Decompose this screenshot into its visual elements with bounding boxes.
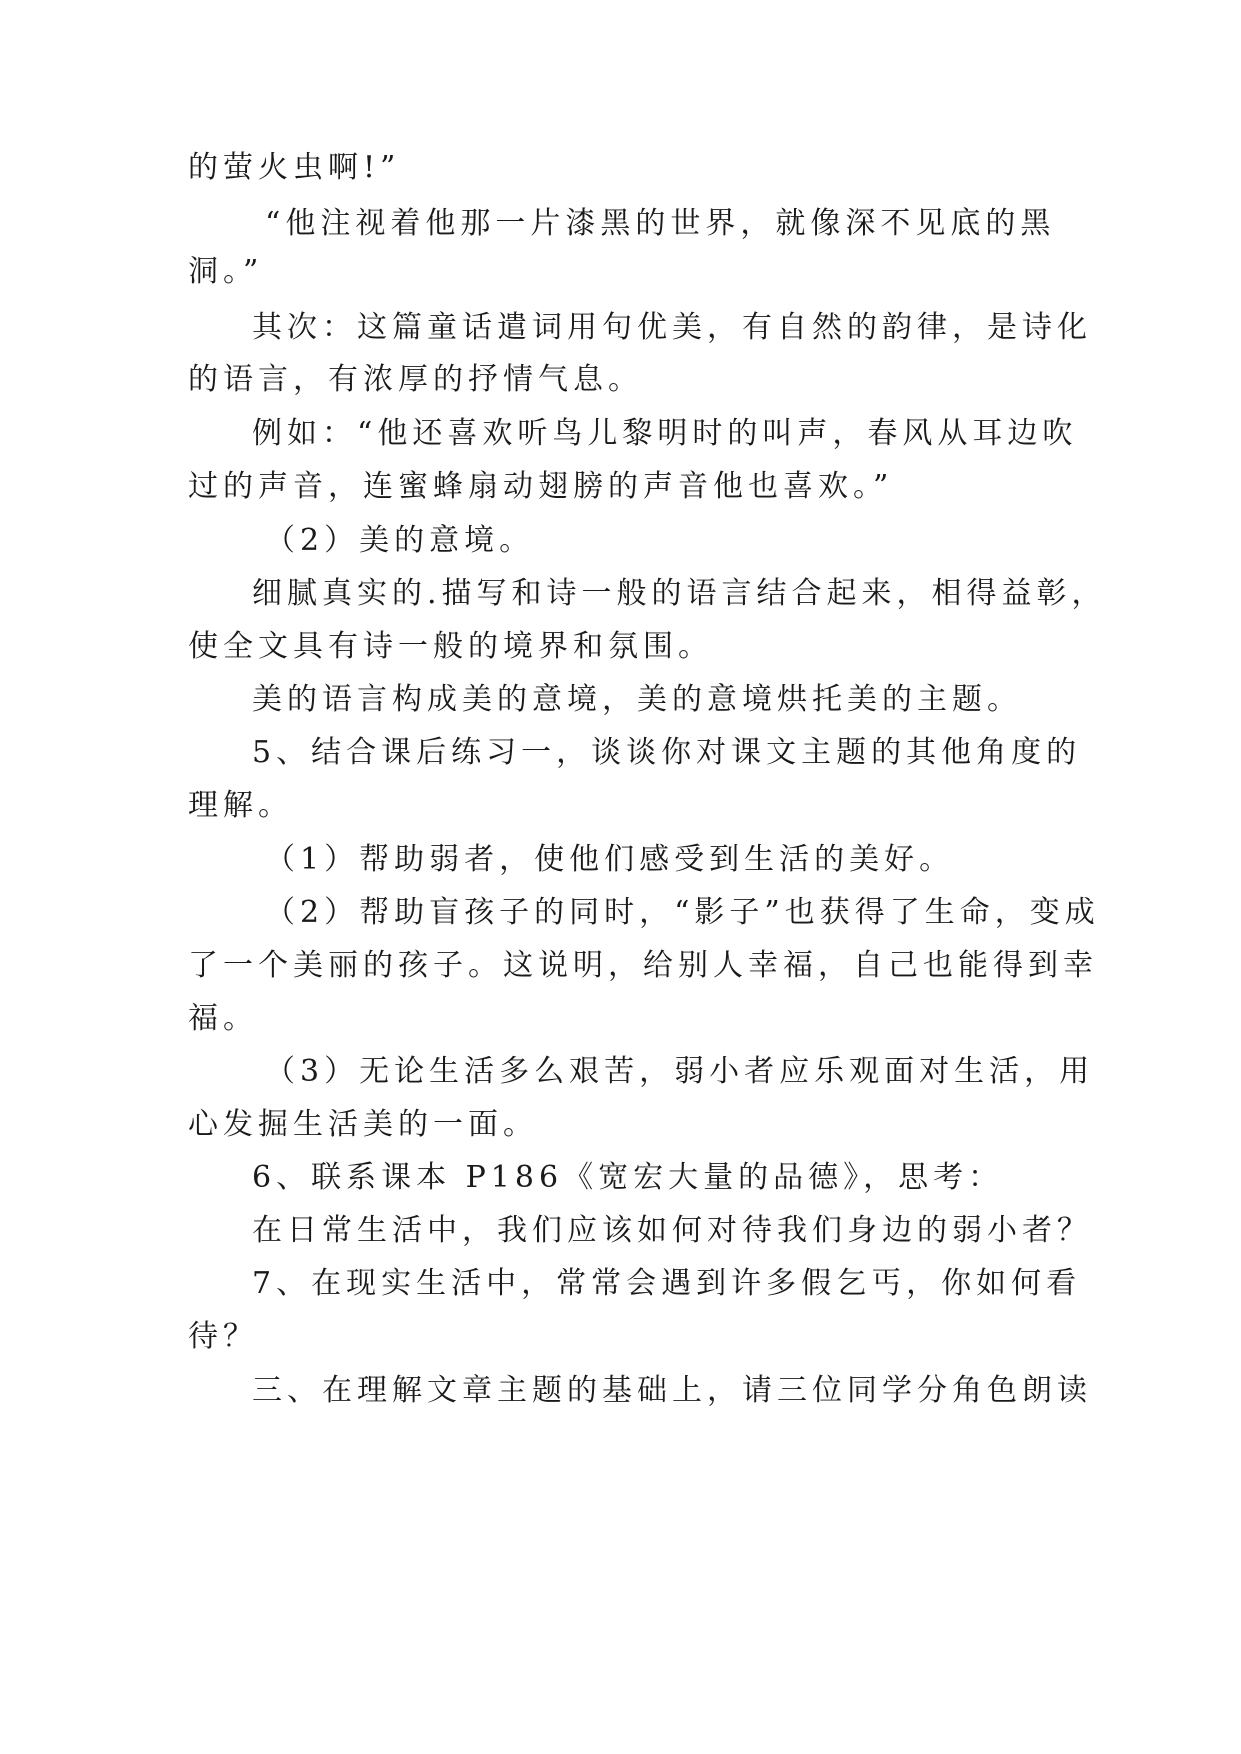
text-line: （3）无论生活多么艰苦，弱小者应乐观面对生活，用 [265, 1054, 1095, 1089]
text-line: 6、联系课本 P186《宽宏大量的品德》，思考： [252, 1160, 1004, 1195]
text-line: 三、在理解文章主题的基础上，请三位同学分角色朗读 [252, 1373, 1092, 1408]
text-line: 细腻真实的.描写和诗一般的语言结合起来，相得益彰， [252, 576, 1107, 611]
text-line: 心发掘生活美的一面。 [188, 1107, 538, 1142]
text-line: 其次：这篇童话遣词用句优美，有自然的韵律，是诗化 [252, 310, 1092, 345]
text-line: 的语言，有浓厚的抒情气息。 [188, 362, 643, 397]
text-line: “他注视着他那一片漆黑的世界，就像深不见底的黑 [265, 206, 1056, 241]
text-line: 了一个美丽的孩子。这说明，给别人幸福，自己也能得到幸 [188, 948, 1098, 983]
text-line: 洞。” [188, 254, 264, 289]
text-line: （2）美的意境。 [265, 523, 535, 558]
text-line: 7、在现实生活中，常常会遇到许多假乞丐，你如何看 [252, 1266, 1082, 1301]
text-line: 的萤火虫啊!” [188, 150, 401, 185]
text-line: 例如：“他还喜欢听鸟儿黎明时的叫声，春风从耳边吹 [252, 416, 1078, 451]
text-line: （1）帮助弱者，使他们感受到生活的美好。 [265, 842, 955, 877]
text-line: 过的声音，连蜜蜂扇动翅膀的声音他也喜欢。” [188, 469, 894, 504]
text-line: 5、结合课后练习一，谈谈你对课文主题的其他角度的 [252, 735, 1082, 770]
text-line: 在日常生活中，我们应该如何对待我们身边的弱小者？ [252, 1213, 1092, 1248]
text-line: （2）帮助盲孩子的同时，“影子”也获得了生命，变成 [265, 895, 1100, 930]
text-line: 美的语言构成美的意境，美的意境烘托美的主题。 [252, 682, 1022, 717]
text-line: 理解。 [188, 788, 293, 823]
text-line: 使全文具有诗一般的境界和氛围。 [188, 629, 713, 664]
text-line: 福。 [188, 1001, 258, 1036]
text-line: 待？ [188, 1319, 258, 1354]
